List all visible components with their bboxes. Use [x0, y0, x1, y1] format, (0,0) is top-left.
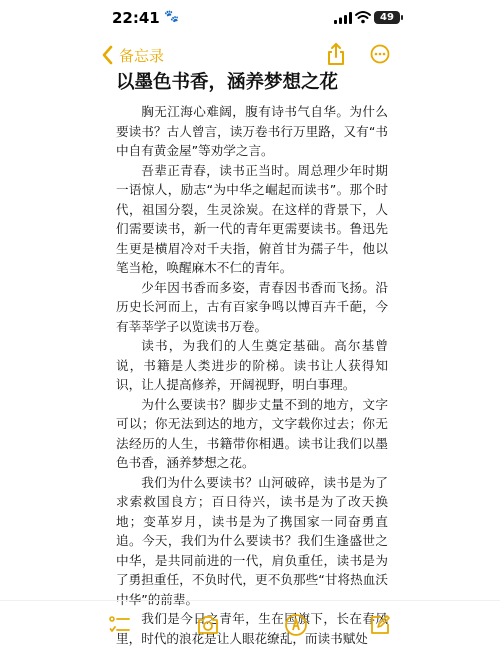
note-paragraph-2: 吾辈正青春，读书正当时。周总理少年时期一语惊人，励志“为中华之崛起而读书”。那个时代，祖国分裂，生灵涂炭。在这样的背景下，人们需要读书，新一代的青年更需要读书。鲁迅先生更是横眉冷对千夫指，俯首甘为孺子牛，他以笔当枪，唤醒麻木不仁的青年。	[116, 162, 388, 275]
share-icon[interactable]	[326, 42, 346, 66]
wifi-icon	[355, 10, 371, 24]
more-options-icon[interactable]	[370, 44, 390, 64]
status-bar	[0, 0, 500, 38]
battery-indicator	[374, 11, 400, 24]
chevron-left-icon	[100, 45, 116, 65]
note-paragraph-6: 我们为什么要读书？山河破碎，读书是为了求索救国良方；百日待兴，读书是为了改天换地；变革岁月，读书是为了携国家一同奋勇直追。今天，我们为什么要读书？我们生逢盛世之中华，是共同前进的一代，肩负重任，读书是为了勇担重任，不负时代，更不负那些“甘将热血沃中华”的前辈。	[116, 474, 388, 607]
note-paragraph-1: 胸无江海心难阔，腹有诗书气自华。为什么要读书？古人曾言，读万卷书行万里路，又有“书中自有黄金屋”等劝学之言。	[116, 104, 388, 158]
note-paragraph-5: 为什么要读书？脚步丈量不到的地方，文字可以；你无法到达的地方，文字载你过去；你无法经历的人生，书籍带你相遇。读书让我们以墨色书香，涵养梦想之花。	[116, 396, 388, 470]
note-paragraph-3: 少年因书香而多姿，青春因书香而飞扬。沿历史长河而上，古有百家争鸣以博百卉千葩，今有莘莘学子以览读书万卷。	[116, 279, 388, 334]
nav-bar	[0, 38, 500, 72]
bottom-toolbar	[0, 600, 500, 654]
back-button[interactable]	[100, 43, 164, 67]
battery-level: 49	[380, 12, 394, 23]
note-paragraph-4: 读书，为我们的人生奠定基础。高尔基曾说，书籍是人类进步的阶梯。读书让人获得知识，让人提高修养，开阔视野，明白事理。	[116, 338, 388, 392]
paw-icon: 🐾	[164, 9, 179, 23]
note-title: 以墨色书香，涵养梦想之花	[116, 72, 339, 93]
markup-pen-icon[interactable]	[284, 613, 308, 637]
back-label: 备忘录	[119, 46, 165, 65]
note-paragraph-7: 我们是今日之青年，生在国旗下，长在春风里，时代的浪花是让人眼花缭乱，而读书赋处	[116, 611, 388, 646]
cellular-signal-icon	[334, 12, 352, 24]
camera-icon[interactable]	[196, 613, 220, 637]
note-body[interactable]	[116, 70, 388, 646]
checklist-icon[interactable]	[108, 613, 132, 637]
status-time: 22:41	[112, 9, 160, 27]
compose-icon[interactable]	[368, 613, 392, 637]
